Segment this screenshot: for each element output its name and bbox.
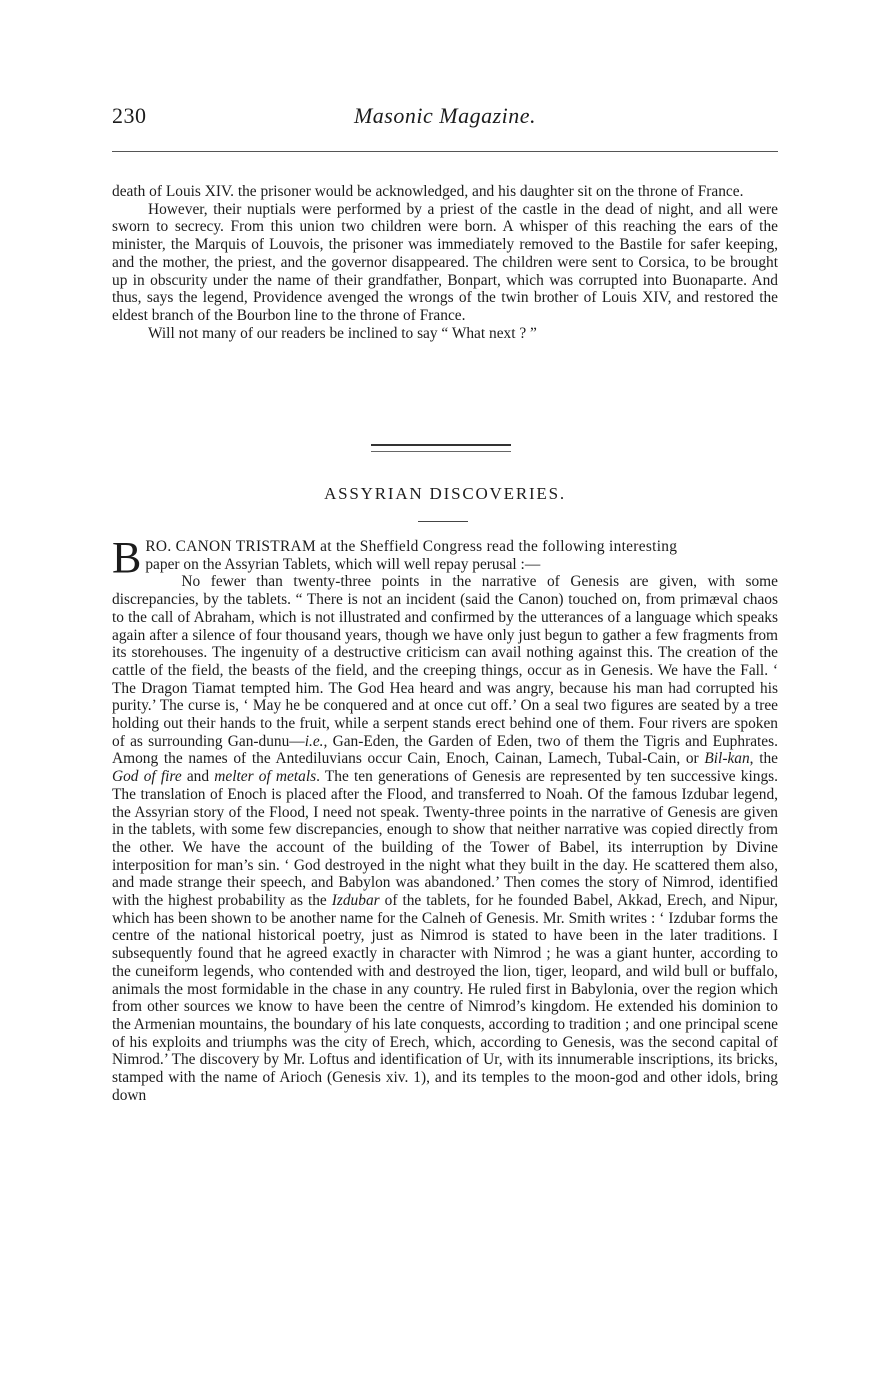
continued-text [112, 183, 778, 342]
italic-run: God of fire [112, 768, 182, 786]
paragraph: However, their nuptials were performed by a priest of the castle in the dead of night, and all were sworn to secrecy. From this union two children were born. A whisper of this reaching the ears of the minister, the Marquis of Louvois, the prisoner was immediately removed to the Bastile for safer keeping, and the mother, the priest, and the governor disappeared. The children were sent to Corsica, to be brought up in obscurity under the name of their grandfather, Bonpart, which was corrupted into Buonaparte. And thus, says the legend, Providence avenged the wrongs of the twin brother of Louis XIV, and restored the eldest branch of the Bourbon line to the throne of France. [112, 200, 778, 324]
header-rule [112, 151, 778, 152]
article-body [112, 533, 779, 1105]
intro-first-line: RO. CANON TRISTRAM at the Sheffield Congress read the following interesting [145, 538, 678, 555]
drop-cap: B [112, 533, 142, 582]
paragraph: death of Louis XIV. the prisoner would be acknowledged, and his daughter sit on the throne of France. [112, 183, 744, 200]
text-run: , the [749, 750, 779, 768]
paragraph [112, 573, 778, 1104]
italic-run: i.e., [304, 732, 328, 750]
running-title: Masonic Magazine. [353, 103, 537, 128]
text-run: and [181, 768, 215, 786]
italic-run: Izdubar [331, 892, 380, 910]
page-number: 230 [112, 103, 147, 128]
section-separator-thin [371, 451, 511, 452]
article-title: ASSYRIAN DISCOVERIES. [324, 484, 566, 503]
italic-run: melter of metals [214, 768, 317, 786]
text-run: . The ten generations of Genesis are represented by ten successive kings. The translation of Enoch is placed after the Flood, and transferred to Noah. Of the famous Izdubar legend, the Assyrian story of the Flood, I need not speak. Twenty-three points in the narrative of Genesis are given in the tablets, with some few discrepancies, enough to show that neither narrative was copied directly from the other. We have the account of the building of the Tower of Babel, its interruption by Divine interposition for man’s sin. ‘ God destroyed in the night what they built in the day. He scattered them also, and made strange their speech, and Babylon was abandoned.’ Then comes the story of Nimrod, identified with the highest probability as the [112, 768, 778, 910]
page-header [112, 103, 778, 139]
italic-run: Bil-kan [704, 750, 750, 768]
text-run: Gan-Eden, the Garden of Eden, two of them the Tigris and Euphrates. Among the names of the Antediluvians occur Cain, Enoch, Cainan, Lamech, Tubal-Cain, or [112, 732, 778, 768]
paragraph: Will not many of our readers be inclined to say “ What next ? ” [148, 324, 537, 342]
text-run: No fewer than twenty-three points in the narrative of Genesis are given, with some discrepancies, by the tablets. “ There is not an incident (said the Canon) touched on, from primæval chaos to the call of Abraham, which is not illustrated and confirmed by the utterances of a language which speaks again after a silence of four thousand years, though we have only just begun to gather a few fragments from its storehouses. The ingenuity of a destructive criticism can avail nothing against this. The creation of the cattle of the field, the beasts of the field, and the creeping things, occur as in Genesis. We have the Fall. ‘ The Dragon Tiamat tempted him. The God Hea heard and was angry, because his man had corrupted his purity.’ The curse is, ‘ May he be conquered and at once cut off.’ On a seal two figures are seated by a tree holding out their hands to the fruit, while a serpent stands erect behind one of them. Four rivers are spoken of as surrounding Gan-dunu— [112, 573, 778, 750]
section-separator [371, 444, 511, 446]
title-rule [418, 521, 468, 522]
text-run: of the tablets, for he founded Babel, Akkad, Erech, and Nipur, which has been shown to be another name for the Calneh of Genesis. Mr. Smith writes : ‘ Izdubar forms the centre of the national historical poetry, just as Nimrod is stated to have been in the later traditions. I subsequently found that he agreed exactly in character with Nimrod ; he was a giant hunter, according to the cuneiform legends, who contended with and destroyed the lion, tiger, leopard, and wild bull or buffalo, animals the most formidable in the chase in any country. He ruled first in Babylonia, over the region which from other sources we know to have been the centre of Nimrod’s kingdom. He extended his dominion to the Armenian mountains, the boundary of his late conquests, according to tradition ; and one principal scene of his exploits and triumphs was the city of Erech, which, according to Genesis, was the second capital of Nimrod.’ The discovery by Mr. Loftus and identification of Ur, with its innumerable inscriptions, its bricks, stamped with the name of Arioch (Genesis xiv. 1), and its temples to the moon-god and other idols, bring down [112, 892, 778, 1104]
intro-second-line: paper on the Assyrian Tablets, which will well repay perusal :— [145, 555, 541, 573]
